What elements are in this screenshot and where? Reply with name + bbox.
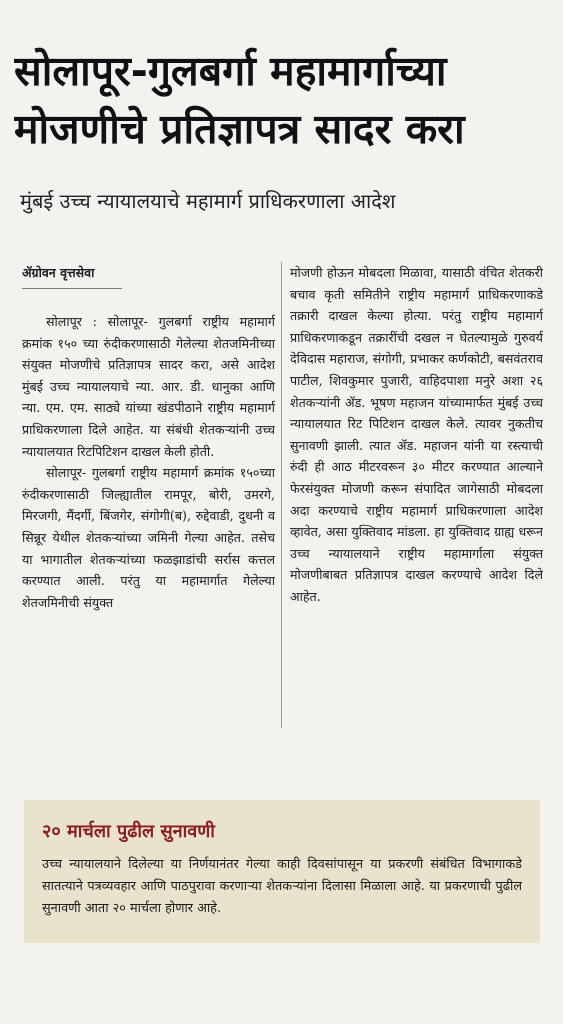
article-paragraph: सोलापूर- गुलबर्गा राष्ट्रीय महामार्ग क्रमांक १५०च्या रुंदीकरणासाठी जिल्ह्यातील रामपूर, बोरी, उमरगे, मिरजगी, मैंदर्गी, बिंजगेर, संगोगी(ब), रुद्देवाडी, दुधनी व सिन्नूर येथील शेतकऱ्यांच्या जमिनी गेल्या आहेत. तसेच या भागातील शेतकऱ्यांच्या फळझाडांची सर्रास कत्तल करण्यात आली. परंतु या महामार्गात गेलेल्या शेतजमिनीची संयुक्त xyxy=(22,465,275,610)
info-box-text: उच्च न्यायालयाने दिलेल्या या निर्णयानंतर गेल्या काही दिवसांपासून या प्रकरणी संबंधित विभागाकडे सातत्याने पत्रव्यवहार आणि पाठपुरावा करणाऱ्या शेतकऱ्यांना दिलासा मिळाला आहे. या प्रकरणाची पुढील सुनावणी आता २० मार्चला होणार आहे. xyxy=(42,857,522,916)
column-divider xyxy=(281,262,282,728)
article-paragraph: सोलापूर : सोलापूर- गुलबर्गा राष्ट्रीय महामार्ग क्रमांक १५० च्या रुंदीकरणासाठी गेलेल्या शेतजमिनीच्या संयुक्त मोजणीचे प्रतिज्ञापत्र सादर करा, असे आदेश मुंबई उच्च न्यायालयाचे न्या. आर. डी. धानुका आणि न्या. एम. एम. साठ्ये यांच्या खंडपीठाने राष्ट्रीय महामार्ग प्राधिकरणाला दिले आहेत. या संबंधी शेतकऱ्यांनी उच्च न्यायालयात रिटपिटिशन दाखल केली होती. xyxy=(22,314,275,459)
byline-underline xyxy=(22,288,122,289)
article-paragraph: मोजणी होऊन मोबदला मिळावा, यासाठी वंचित शेतकरी बचाव कृती समितीने राष्ट्रीय महामार्ग प्राधिकरणाकडे तक्रारी दाखल केल्या होत्या. परंतु राष्ट्रीय महामार्ग प्राधिकरणाकडून तक्रारींची दखल न घेतल्यामुळे गुरुवर्य देविदास महाराज, संगोगी, प्रभाकर कर्णकोटी, बसवंतराव पाटील, शिवकुमार पुजारी, वाहिदपाशा मनुरे अशा २६ शेतकऱ्यांनी ॲड. भूषण महाजन यांच्यामार्फत मुंबई उच्च न्यायालयात रिट पिटिशन दाखल केले. त्यावर नुकतीच सुनावणी झाली. त्यात ॲड. महाजन यांनी या रस्त्याची रुंदी ही आठ मीटरवरून ३० मीटर करण्यात आल्याने फेरसंयुक्त मोजणी करून संपादित जागेसाठी मोबदला अदा करण्याचे राष्ट्रीय महामार्ग प्राधिकरणाला आदेश व्हावेत, असा युक्तिवाद मांडला. हा युक्तिवाद ग्राह्य धरून उच्च न्यायालयाने राष्ट्रीय महामार्गाला संयुक्त मोजणीबाबत प्रतिज्ञापत्र दाखल करण्याचे आदेश दिले आहेत. xyxy=(290,265,543,604)
article-column-right xyxy=(290,262,543,732)
article-column-left xyxy=(22,264,275,734)
subheadline: मुंबई उच्च न्यायालयाचे महामार्ग प्राधिकरणाला आदेश xyxy=(20,189,396,213)
byline: ॲग्रोवन वृत्तसेवा xyxy=(22,265,95,280)
headline-line-1: सोलापूर-गुलबर्गा महामार्गाच्या xyxy=(14,47,447,95)
info-box xyxy=(24,800,540,943)
headline xyxy=(14,42,549,158)
info-box-title: २० मार्चला पुढील सुनावणी xyxy=(42,821,215,842)
headline-line-2: मोजणीचे प्रतिज्ञापत्र सादर करा xyxy=(14,105,465,153)
